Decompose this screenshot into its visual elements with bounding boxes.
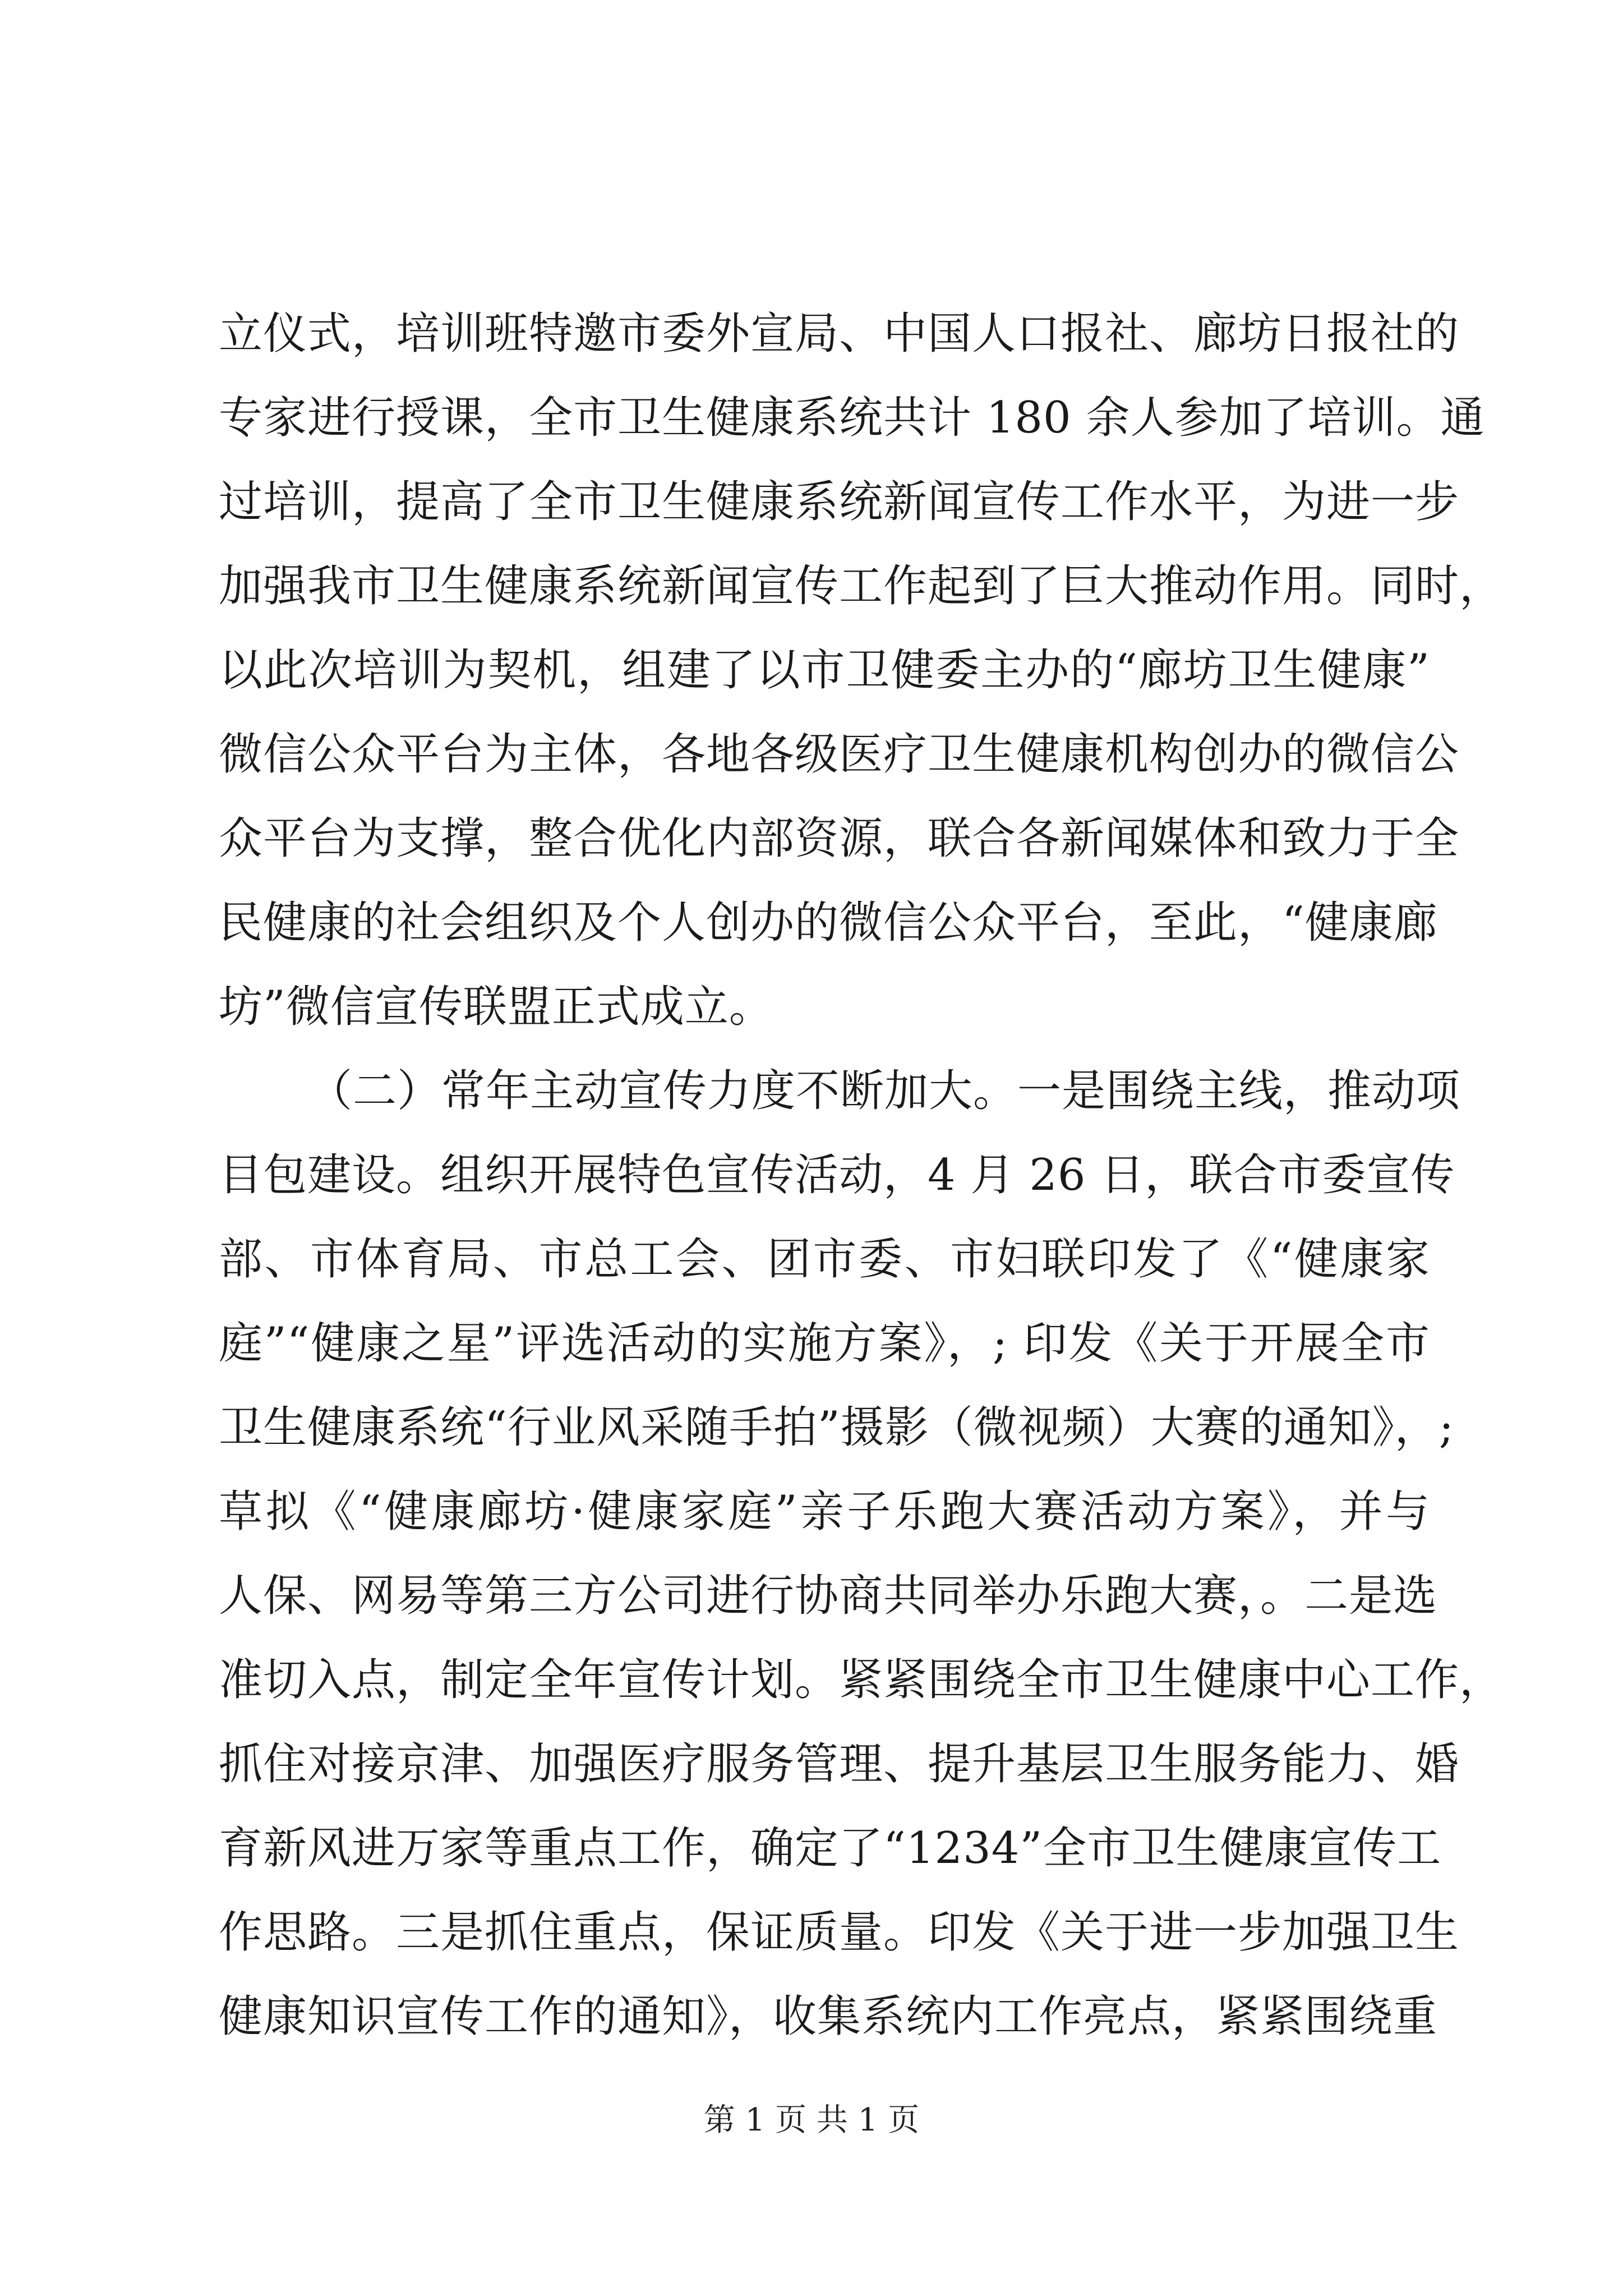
text-line-19: 育新风进万家等重点工作，确定了“1234”全市卫生健康宣传工	[219, 1823, 1442, 1874]
text-line-3: 过培训，提高了全市卫生健康系统新闻宣传工作水平，为进一步	[219, 477, 1460, 527]
text-line-16: 人保、网易等第三方公司进行协商共同举办乐跑大赛，。二是选	[219, 1571, 1438, 1621]
text-line-11: 目包建设。组织开展特色宣传活动，4 月 26 日，联合市委宣传	[219, 1150, 1455, 1200]
text-line-21: 健康知识宣传工作的通知》，收集系统内工作亮点，紧紧围绕重	[219, 1991, 1438, 2042]
text-line-7: 众平台为支撑，整合优化内部资源，联合各新闻媒体和致力于全	[219, 813, 1460, 864]
text-line-6: 微信公众平台为主体，各地各级医疗卫生健康机构创办的微信公	[219, 729, 1460, 780]
text-line-18: 抓住对接京津、加强医疗服务管理、提升基层卫生服务能力、婚	[219, 1739, 1460, 1789]
text-line-12: 部、市体育局、市总工会、团市委、市妇联印发了《“健康家	[219, 1234, 1430, 1285]
text-line-2: 专家进行授课，全市卫生健康系统共计 180 余人参加了培训。通	[219, 393, 1485, 443]
text-line-4: 加强我市卫生健康系统新闻宣传工作起到了巨大推动作用。同时，	[219, 561, 1504, 611]
text-line-15: 草拟《“健康廊坊·健康家庭”亲子乐跑大赛活动方案》，并与	[219, 1487, 1430, 1537]
page-footer	[0, 2101, 1623, 2140]
text-line-10: （二）常年主动宣传力度不断加大。一是围绕主线，推动项	[308, 1066, 1461, 1116]
text-line-13: 庭”“健康之星”评选活动的实施方案》，; 印发《关于开展全市	[219, 1318, 1430, 1369]
text-line-9: 坊”微信宣传联盟正式成立。	[219, 982, 773, 1032]
text-line-5: 以此次培训为契机，组建了以市卫健委主办的“廊坊卫生健康”	[219, 645, 1430, 696]
page-number-label: 第 1 页 共 1 页	[703, 2102, 920, 2138]
text-line-8: 民健康的社会组织及个人创办的微信公众平台，至此，“健康廊	[219, 898, 1438, 948]
text-line-1: 立仪式，培训班特邀市委外宣局、中国人口报社、廊坊日报社的	[219, 309, 1460, 359]
text-line-20: 作思路。三是抓住重点，保证质量。印发《关于进一步加强卫生	[219, 1907, 1460, 1958]
document-body	[219, 292, 1504, 2059]
text-line-14: 卫生健康系统“行业风采随手拍”摄影（微视频）大赛的通知》，;	[219, 1402, 1455, 1453]
text-line-17: 准切入点，制定全年宣传计划。紧紧围绕全市卫生健康中心工作，	[219, 1655, 1504, 1705]
